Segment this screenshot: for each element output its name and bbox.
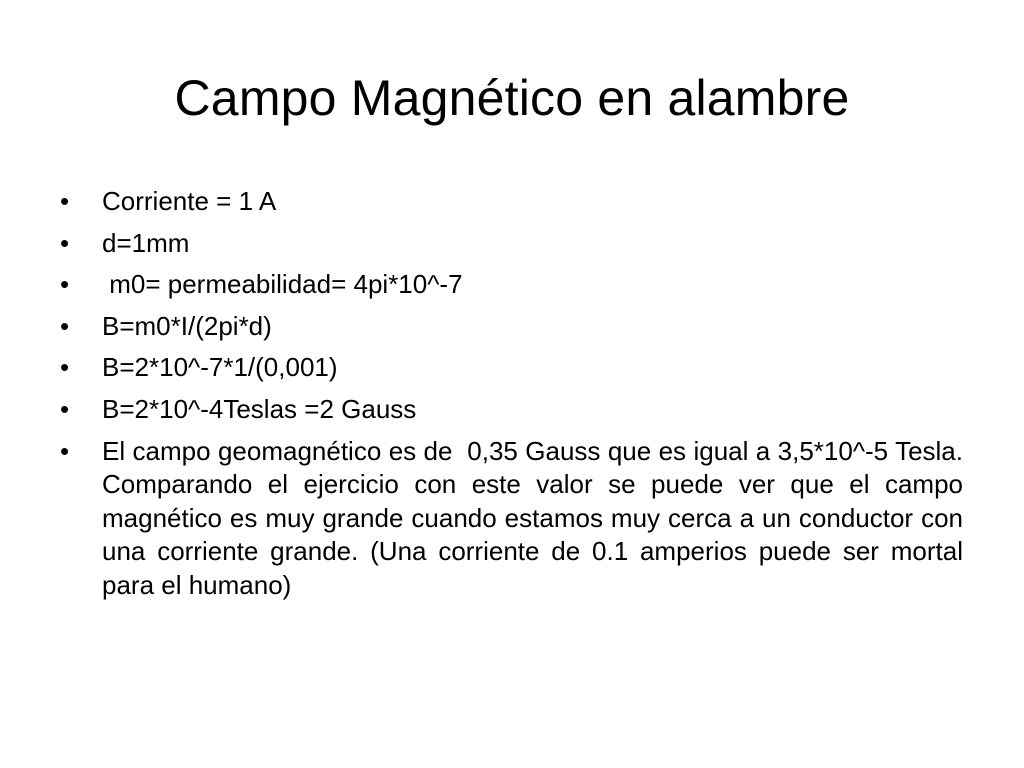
bullet-text: El campo geomagnético es de 0,35 Gauss que es igual a 3,5*10^-5 Tesla. Comparando el ejercicio con este valor se puede ver que el campo magnético es muy grande cuando estamos muy cerca a un conductor con una corriente grande. (Una corriente de 0.1 amperios puede ser mortal para el humano) xyxy=(102,435,971,600)
bullet-dot-icon: • xyxy=(60,393,70,424)
slide-title: Campo Magnético en alambre xyxy=(174,70,850,126)
bullet-item xyxy=(60,181,963,223)
bullet-dot-icon: • xyxy=(60,352,70,383)
bullet-text: B=m0*I/(2pi*d) xyxy=(102,310,272,341)
bullet-item xyxy=(60,223,963,265)
bullet-list xyxy=(60,181,971,602)
bullet-text: B=2*10^-7*1/(0,001) xyxy=(102,352,338,383)
bullet-item xyxy=(60,347,963,389)
bullet-dot-icon: • xyxy=(60,186,70,216)
bullet-text: m0= permeabilidad= 4pi*10^-7 xyxy=(102,269,463,300)
bullet-dot-icon: • xyxy=(60,435,70,466)
bullet-dot-icon: • xyxy=(60,227,70,258)
bullet-item xyxy=(60,306,963,348)
bullet-dot-icon: • xyxy=(60,310,70,341)
bullet-text: Corriente = 1 A xyxy=(102,186,277,216)
bullet-item xyxy=(60,264,963,306)
bullet-text: d=1mm xyxy=(102,227,190,258)
bullet-item-paragraph xyxy=(60,435,971,603)
bullet-dot-icon: • xyxy=(60,269,70,300)
bullet-text: B=2*10^-4Teslas =2 Gauss xyxy=(102,393,417,424)
bullet-item xyxy=(60,389,963,431)
